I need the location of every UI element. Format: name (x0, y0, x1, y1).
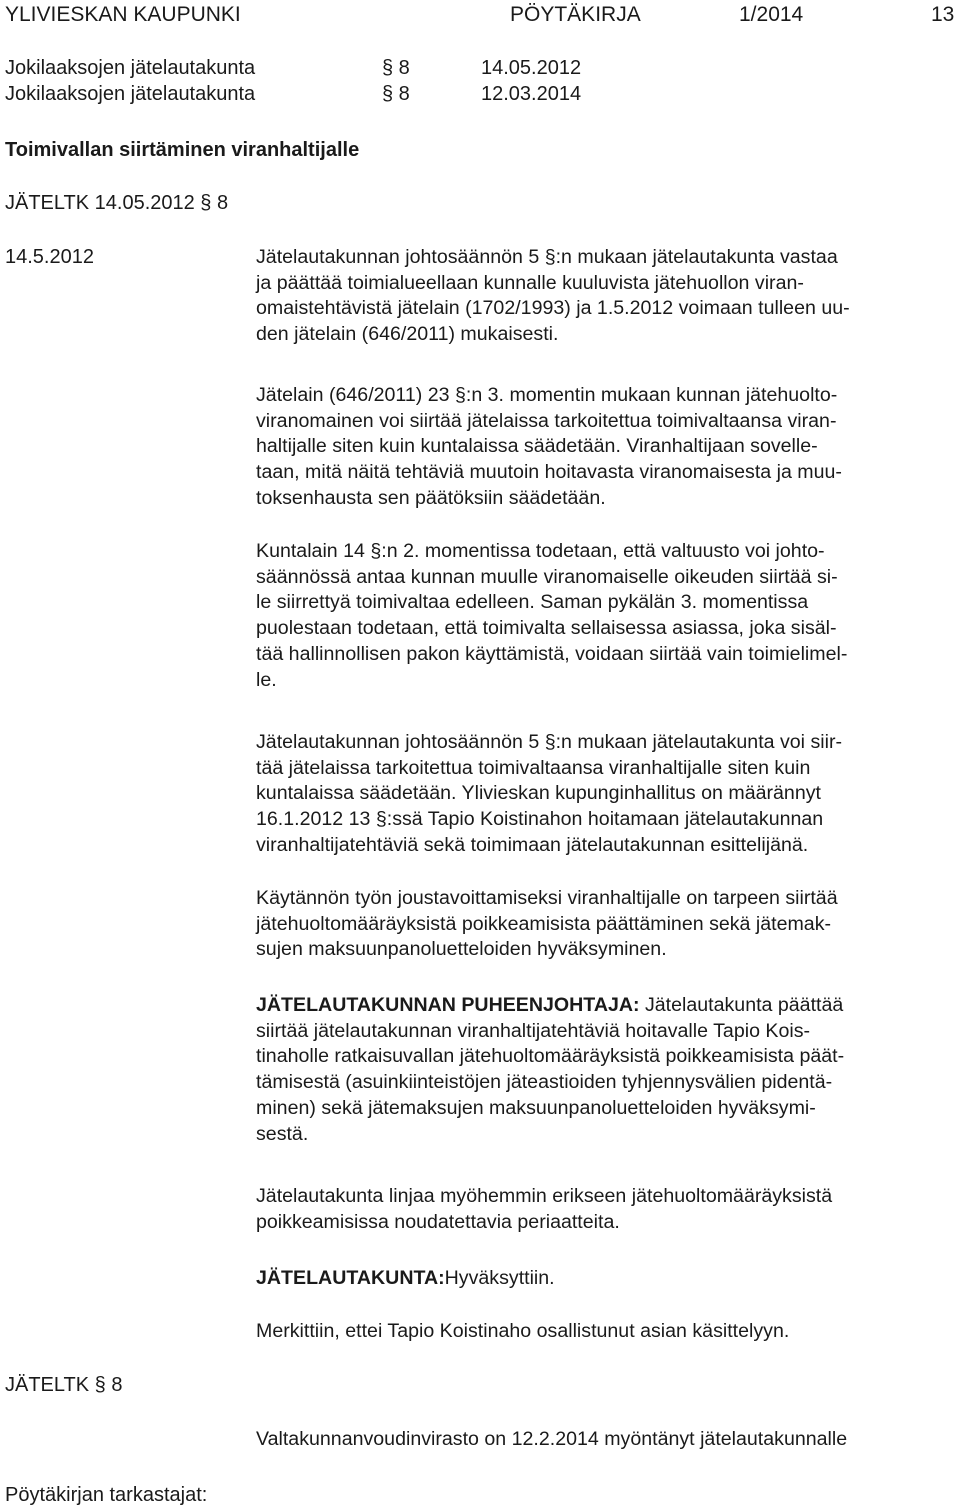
page-number: 13 (931, 3, 955, 26)
para-line: viranomainen voi siirtää jätelaissa tarkoitettua toimivaltaansa viran- (256, 409, 837, 432)
para-line (256, 993, 956, 1019)
para-line: 16.1.2012 13 §:ssä Tapio Koistinahon hoitamaan jätelautakunnan (256, 808, 824, 831)
para-line: haltijalle siten kuin kuntalaissa säädetään. Viranhaltijaan sovelle- (256, 435, 818, 458)
para-line: puolestaan todetaan, että toimivalta sellaisessa asiassa, joka sisäl- (256, 617, 837, 640)
para-line: siirtää jätelautakunnan viranhaltijatehtäviä hoitavalle Tapio Kois- (256, 1019, 811, 1042)
para-line: ja päättää toimialueellaan kunnalle kuuluvista jätehuollon viran- (256, 271, 804, 294)
paragraph-note (256, 1319, 956, 1345)
paragraph-decision (256, 1266, 956, 1292)
decision-label: JÄTELAUTAKUNTA: (256, 1267, 445, 1289)
para-line: Jätelautakunta linjaa myöhemmin erikseen jätehuoltomääräyksistä (256, 1185, 833, 1207)
reference-line: JÄTELTK 14.05.2012 § 8 (5, 192, 229, 214)
para-line: sestä. (256, 1122, 309, 1145)
para-line: viranhaltijatehtäviä sekä toimimaan jätelautakunnan esittelijänä. (256, 833, 809, 856)
para-line: minen) sekä jätemaksujen maksuunpanoluetteloiden hyväksymi- (256, 1096, 816, 1119)
para-line: toksenhausta sen päätöksiin säädetään. (256, 486, 606, 509)
para-line: tää hallinnollisen pakon käyttämistä, voidaan siirtää vain toimielimel- (256, 642, 848, 665)
paragraph-5 (256, 886, 956, 963)
para-line: kuntalaissa säädetään. Ylivieskan kupunginhallitus on määrännyt (256, 782, 821, 805)
para-line: jätehuoltomääräyksistä poikkeamisista päättäminen sekä jätemak- (256, 912, 832, 935)
chairman-label: JÄTELAUTAKUNNAN PUHEENJOHTAJA: (256, 994, 640, 1016)
para-line: Kuntalain 14 §:n 2. momentissa todetaan, että valtuusto voi johto- (256, 540, 825, 562)
meta-section-2: § 8 (382, 83, 410, 105)
para-line (256, 1266, 956, 1292)
document-number: 1/2014 (739, 3, 804, 26)
document-type: PÖYTÄKIRJA (510, 3, 641, 26)
meta-date-2: 12.03.2014 (481, 83, 582, 105)
section-title: Toimivallan siirtäminen viranhaltijalle (5, 139, 360, 161)
paragraph-chairman-proposal (256, 993, 956, 1147)
para-line: Jätelautakunnan johtosäännön 5 §:n mukaan jätelautakunta voi siir- (256, 731, 843, 753)
para-line: poikkeamisissa noudatettavia periaatteita. (256, 1210, 620, 1233)
decision-text: Hyväksyttiin. (444, 1267, 555, 1289)
paragraph-2 (256, 383, 956, 512)
para-line: tämisestä (asuinkiinteistöjen jäteastioiden tyhjennysvälien pidentä- (256, 1071, 833, 1094)
org-name: YLIVIESKAN KAUPUNKI (5, 3, 241, 26)
para-line: Käytännön työn joustavoittamiseksi viranhaltijalle on tarpeen siirtää (256, 887, 838, 909)
paragraph-1 (256, 245, 956, 348)
meta-committee-1: Jokilaaksojen jätelautakunta (5, 57, 256, 79)
meta-committee-2: Jokilaaksojen jätelautakunta (5, 83, 256, 105)
paragraph-3 (256, 539, 956, 693)
paragraph-4 (256, 730, 956, 859)
date-label: 14.5.2012 (5, 246, 94, 268)
para-line: säännössä antaa kunnan muulle viranomaiselle oikeuden siirtää si- (256, 565, 838, 588)
para-line: Jätelautakunnan johtosäännön 5 §:n mukaan jätelautakunta vastaa (256, 246, 838, 268)
para-line: Merkittiin, ettei Tapio Koistinaho osallistunut asian käsittelyyn. (256, 1320, 790, 1342)
para-line: Valtakunnanvoudinvirasto on 12.2.2014 myöntänyt jätelautakunnalle (256, 1428, 848, 1450)
para-line: sujen maksuunpanoluetteloiden hyväksyminen. (256, 938, 667, 961)
para-line: tää jätelaissa tarkoitettua toimivaltaansa viranhaltijalle siten kuin (256, 756, 811, 779)
para-line: taan, mitä näitä tehtäviä muutoin hoitavasta viranomaisesta ja muu- (256, 461, 842, 484)
para-line: tinaholle ratkaisuvallan jätehuoltomääräyksistä poikkeamisista päät- (256, 1045, 845, 1068)
meta-section-1: § 8 (382, 57, 410, 79)
para-line: den jätelain (646/2011) mukaisesti. (256, 323, 559, 346)
para-line: le siirrettyä toimivaltaa edelleen. Saman pykälän 3. momentissa (256, 591, 809, 614)
para-line: Jätelain (646/2011) 23 §:n 3. momentin mukaan kunnan jätehuolto- (256, 384, 838, 406)
paragraph-final (256, 1427, 956, 1453)
para-line: omaistehtävistä jätelain (1702/1993) ja 1.5.2012 voimaan tulleen uu- (256, 297, 850, 320)
meta-date-1: 14.05.2012 (481, 57, 582, 79)
para-text: Jätelautakunta päättää (639, 994, 844, 1016)
footer-label: Pöytäkirjan tarkastajat: (5, 1484, 208, 1506)
reference-line-2: JÄTELTK § 8 (5, 1374, 123, 1396)
paragraph-7 (256, 1184, 956, 1235)
para-line: le. (256, 668, 277, 691)
